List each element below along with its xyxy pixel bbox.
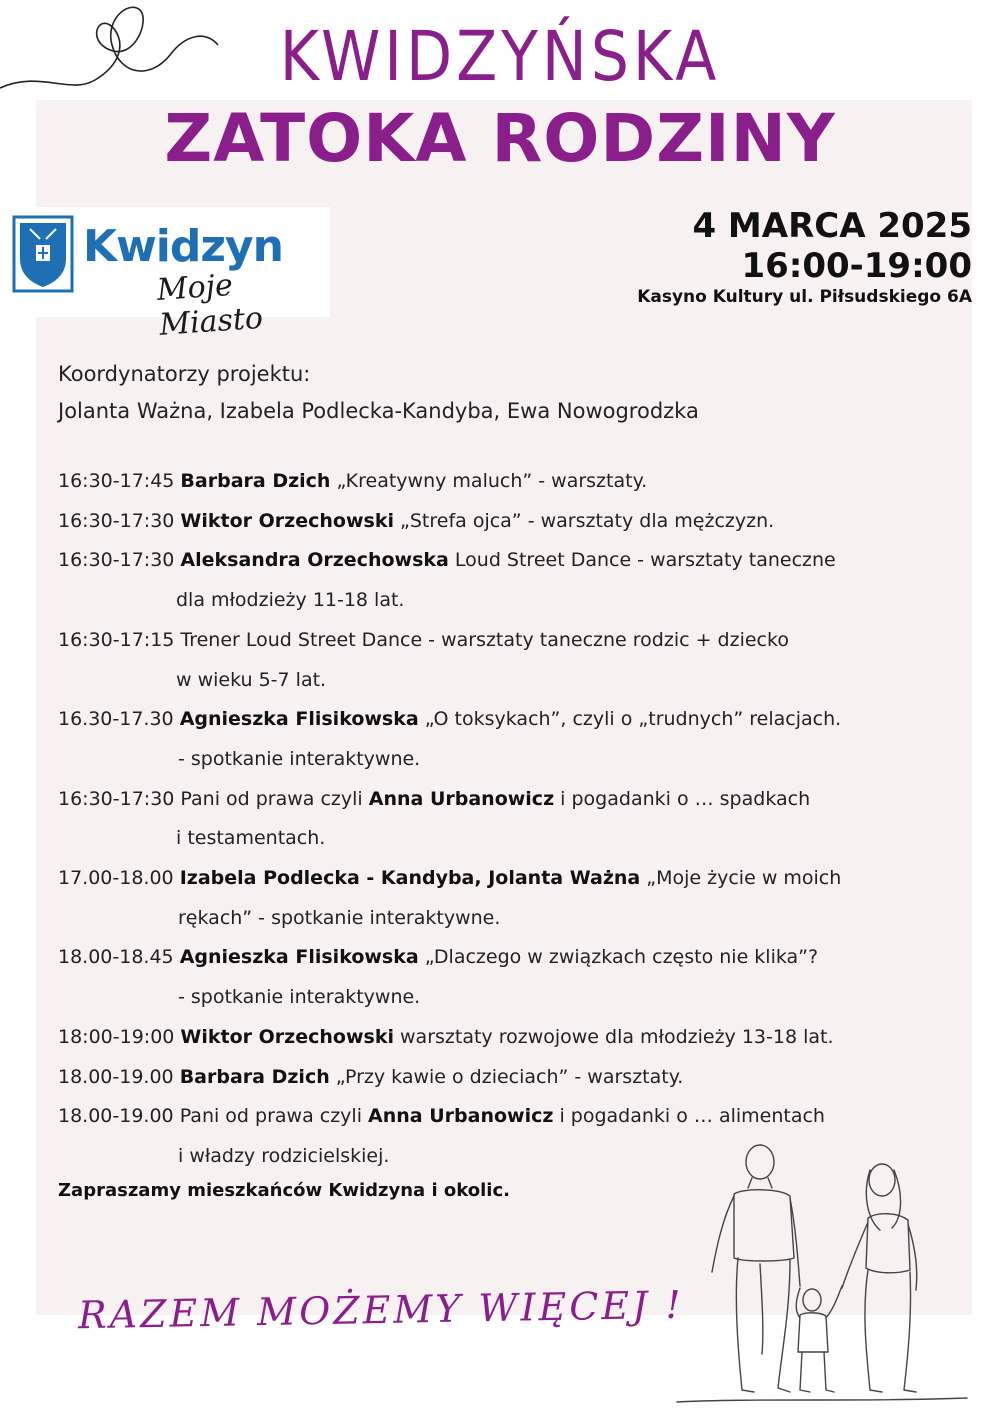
- slogan: RAZEM MOŻEMY WIĘCEJ !: [77, 1282, 685, 1338]
- schedule-item-continuation: dla młodzieży 11-18 lat.: [176, 589, 405, 612]
- schedule-item-continuation: w wieku 5-7 lat.: [176, 668, 327, 691]
- schedule-item: [58, 1058, 958, 1098]
- family-line-art-icon: [672, 1140, 972, 1410]
- item-text: Loud Street Dance - warsztaty taneczne: [448, 549, 836, 572]
- item-time: 16:30-17:30: [58, 787, 175, 810]
- schedule-item: [58, 502, 958, 542]
- item-time: 16:30-17:45: [58, 470, 175, 492]
- item-text: i pogadanki o … spadkach: [554, 787, 811, 810]
- item-speaker: Agnieszka Flisikowska: [179, 708, 419, 731]
- item-text: i pogadanki o … alimentach: [553, 1105, 825, 1128]
- schedule-item-continuation: - spotkanie interaktywne.: [178, 747, 421, 770]
- schedule-item-continuation: i władzy rodzicielskiej.: [178, 1144, 390, 1167]
- item-time: 18.00-19.00: [58, 1105, 174, 1128]
- item-speaker: Barbara Dzich: [179, 1065, 330, 1088]
- schedule-item-continuation: i testamentach.: [176, 827, 326, 850]
- item-time: 18:00-19:00: [58, 1025, 175, 1048]
- item-speaker: Wiktor Orzechowski: [180, 1025, 394, 1048]
- item-speaker: Barbara Dzich: [180, 470, 331, 492]
- item-speaker: Anna Urbanowicz: [368, 1105, 554, 1128]
- schedule-list: [58, 462, 958, 1177]
- event-venue: Kasyno Kultury ul. Piłsudskiego 6A: [637, 287, 972, 307]
- item-text: „Przy kawie o dzieciach” - warsztaty.: [329, 1065, 684, 1088]
- item-text: „Dlaczego w związkach często nie klika”?: [418, 946, 819, 969]
- schedule-item-continuation: - spotkanie interaktywne.: [178, 986, 421, 1009]
- schedule-item: [58, 859, 958, 899]
- logo-script: Moje Miasto: [155, 267, 265, 343]
- item-text: Trener Loud Street Dance - warsztaty taneczne rodzic + dziecko: [174, 628, 789, 651]
- schedule-item: [58, 780, 958, 820]
- title-line-1: KWIDZYŃSKA: [279, 16, 721, 98]
- item-time: 16.30-17.30: [58, 708, 174, 731]
- city-crest-icon: [12, 215, 74, 293]
- item-pre: Pani od prawa czyli: [174, 787, 369, 810]
- item-speaker: Aleksandra Orzechowska: [180, 549, 449, 572]
- invitation-text: Zapraszamy mieszkańców Kwidzyna i okolic.: [58, 1180, 510, 1201]
- schedule-item: [58, 1097, 958, 1137]
- item-text: „Kreatywny maluch” - warsztaty.: [330, 470, 648, 492]
- item-time: 16:30-17:15: [58, 628, 175, 651]
- kwidzyn-logo: [8, 207, 330, 343]
- schedule-item: [58, 938, 958, 978]
- item-speaker: Izabela Podlecka - Kandyba, Jolanta Ważna: [179, 867, 641, 890]
- item-speaker: Wiktor Orzechowski: [180, 509, 394, 532]
- coordinators-label: Koordynatorzy projektu:: [58, 362, 311, 386]
- item-text: „Strefa ojca” - warsztaty dla mężczyzn.: [393, 509, 775, 532]
- logo-wordmark: Kwidzyn: [83, 221, 283, 272]
- item-time: 18.00-19.00: [58, 1065, 174, 1088]
- item-pre: Pani od prawa czyli: [173, 1105, 369, 1128]
- schedule-item: [58, 462, 958, 502]
- title-line-2: ZATOKA RODZINY: [164, 100, 836, 177]
- schedule-item: [58, 541, 958, 581]
- item-text: „O toksykach”, czyli o „trudnych” relacjach.: [418, 708, 842, 731]
- item-text: warsztaty rozwojowe dla młodzieży 13-18 lat.: [393, 1025, 834, 1048]
- event-time: 16:00-19:00: [741, 246, 972, 286]
- item-speaker: Anna Urbanowicz: [368, 787, 555, 810]
- event-date: 4 MARCA 2025: [692, 206, 972, 246]
- schedule-item-continuation: rękach” - spotkanie interaktywne.: [178, 906, 501, 929]
- item-time: 16:30-17:30: [58, 509, 175, 532]
- item-time: 17.00-18.00: [58, 867, 174, 890]
- item-time: 16:30-17:30: [58, 549, 175, 572]
- schedule-item: [58, 700, 958, 740]
- schedule-item: [58, 621, 958, 661]
- schedule-item: [58, 1018, 958, 1058]
- item-speaker: Agnieszka Flisikowska: [179, 946, 419, 969]
- coordinators-names: Jolanta Ważna, Izabela Podlecka-Kandyba, Ewa Nowogrodzka: [58, 399, 699, 423]
- item-text: „Moje życie w moich: [640, 867, 842, 890]
- item-time: 18.00-18.45: [58, 946, 174, 969]
